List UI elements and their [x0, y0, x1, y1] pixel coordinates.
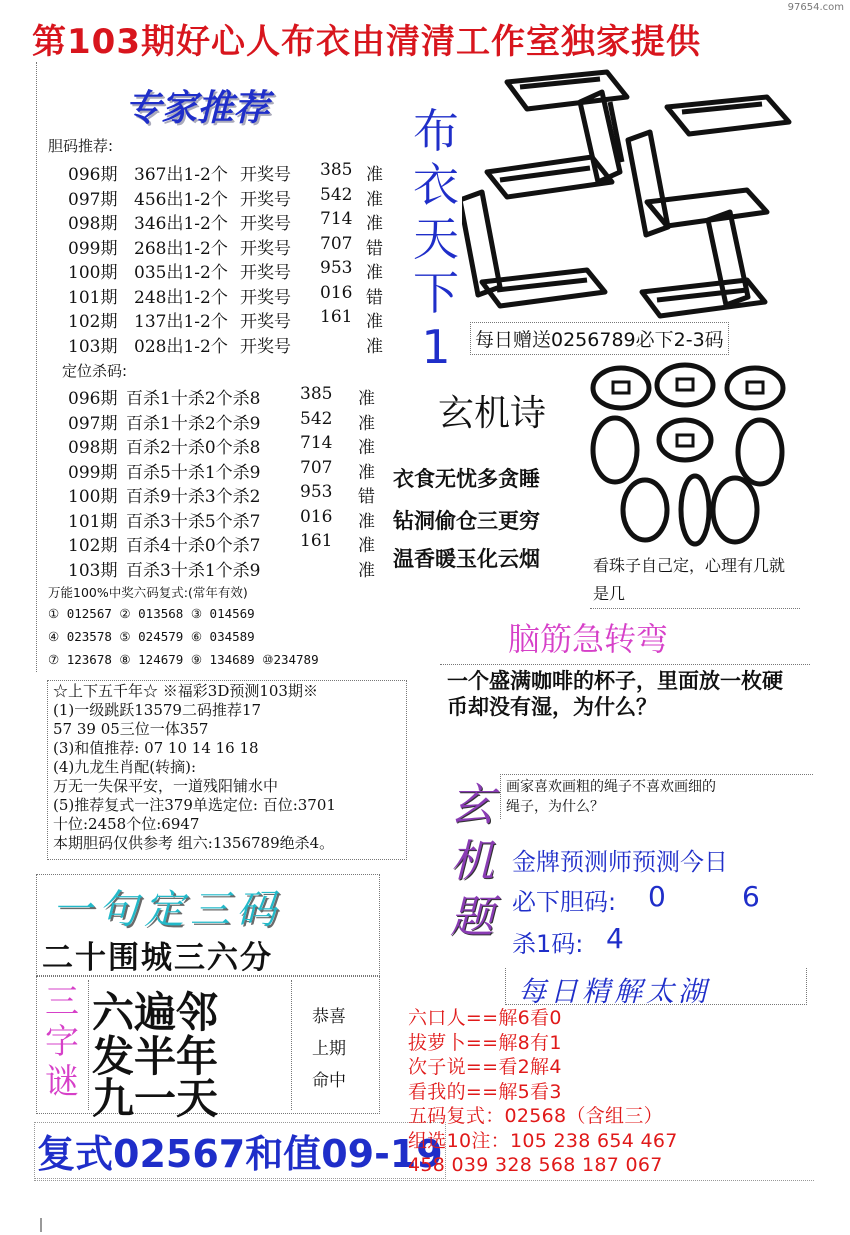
xuanji-ti-heading	[445, 778, 499, 946]
dan-draw-label: 开奖号	[240, 287, 291, 308]
beads-caption	[593, 552, 793, 608]
forecast-line: 十位:2458个位:6947	[53, 815, 200, 833]
xuanji-ti-char: 机	[450, 836, 494, 887]
kill-row	[68, 556, 398, 580]
kill-result: 错	[358, 487, 375, 507]
dan-result: 准	[366, 165, 383, 185]
kill-row	[68, 482, 398, 506]
site-watermark: 97654.com	[787, 2, 844, 13]
taihu-lines	[408, 1006, 678, 1178]
xuanji-ti-char: 题	[450, 892, 494, 943]
bottom-divider	[34, 1180, 814, 1181]
kill-pick: 百杀5十杀1个杀9	[126, 462, 261, 483]
riddle-question	[447, 668, 792, 720]
buyi-char: 布	[413, 104, 459, 158]
beads-graphic-box	[585, 360, 795, 550]
forecast-line: (5)推荐复式一注379单选定位: 百位:3701	[53, 796, 336, 814]
forecast-line: ☆上下五千年☆ ※福彩3D预测103期※	[53, 682, 318, 700]
big-number-box	[462, 62, 792, 322]
dan-draw-label: 开奖号	[240, 238, 291, 259]
sanzi-line: 九一天	[92, 1074, 219, 1123]
kill-table	[68, 384, 398, 580]
kill-result: 准	[358, 462, 375, 483]
dan-result: 准	[366, 263, 383, 283]
big-number-graphic	[462, 62, 792, 322]
kill-draw-number: 016	[300, 506, 333, 527]
dan-period: 101期	[68, 287, 118, 308]
dan-period: 098期	[68, 214, 118, 234]
taihu-line: 看我的==解5看3	[408, 1080, 562, 1103]
kill-pick: 百杀1十杀2个杀8	[126, 389, 261, 409]
buyi-char: 1	[421, 320, 451, 374]
kill-period: 098期	[68, 438, 118, 458]
wanneng-row: ④ 023578 ⑤ 024579 ⑥ 034589	[48, 629, 255, 644]
dan-pick: 137出1-2个	[134, 312, 228, 332]
kill-draw-number: 707	[300, 457, 333, 478]
buyi-char: 下	[413, 266, 459, 320]
dan-draw-number: 385	[320, 160, 353, 180]
kill-pick: 百杀3十杀1个杀9	[126, 560, 261, 581]
taihu-line: 五码复式：02568（含组三）	[408, 1105, 663, 1127]
dan-result: 准	[366, 214, 383, 234]
dan-draw-number: 016	[320, 282, 353, 303]
poem-line: 钻洞偷仓三更穷	[393, 509, 540, 533]
sanzi-label-char: 三	[45, 982, 79, 1022]
xuanji-question-line: 画家喜欢画粗的绳子不喜欢画细的	[506, 779, 716, 795]
kill-result: 准	[358, 438, 375, 458]
kill-row	[68, 507, 398, 531]
dan-result: 错	[366, 238, 383, 259]
riddle-divider	[440, 664, 810, 665]
dan-draw-number: 714	[320, 209, 353, 229]
buyi-vertical-title	[408, 104, 464, 374]
must-dan-value: 6	[742, 880, 760, 913]
congrats-line: 上期	[312, 1039, 346, 1059]
dan-period: 103期	[68, 336, 118, 357]
kill-result: 准	[358, 560, 375, 581]
dan-result: 准	[366, 336, 383, 357]
kill-period: 099期	[68, 462, 118, 483]
dan-draw-label: 开奖号	[240, 214, 291, 234]
riddle-heading: 脑筋急转弯	[508, 620, 669, 658]
kill-row	[68, 384, 398, 408]
dan-row	[68, 209, 398, 233]
kill-result: 准	[358, 413, 375, 434]
forecast-lines	[53, 682, 336, 853]
kill-pick: 百杀4十杀0个杀7	[126, 536, 261, 556]
taihu-line: 拔萝卜==解8有1	[408, 1031, 562, 1054]
must-dan-label: 必下胆码:	[512, 888, 617, 916]
forecast-line: 本期胆码仅供参考 组六:1356789绝杀4。	[53, 834, 335, 852]
sanzi-label-char: 字	[45, 1022, 79, 1062]
taihu-line: 组选10注：105 238 654 467	[408, 1129, 678, 1152]
dan-pick: 456出1-2个	[134, 189, 228, 210]
fushi-line: 复式02567和值09-19	[34, 1122, 446, 1179]
dan-label: 胆码推荐:	[48, 137, 114, 155]
dan-draw-label: 开奖号	[240, 312, 291, 332]
dan-draw-number: 161	[320, 307, 353, 327]
dan-pick: 035出1-2个	[134, 263, 228, 283]
dan-pick: 367出1-2个	[134, 165, 228, 185]
kill-pick: 百杀2十杀0个杀8	[126, 438, 261, 458]
beads-divider	[590, 608, 800, 609]
dan-period: 099期	[68, 238, 118, 259]
kill-period: 103期	[68, 560, 118, 581]
kill-draw-number: 385	[300, 384, 333, 404]
kill-period: 102期	[68, 536, 118, 556]
dan-draw-number: 707	[320, 233, 353, 254]
wanneng-row: ⑦ 123678 ⑧ 124679 ⑨ 134689 ⑩234789	[48, 652, 319, 667]
dan-draw-number: 953	[320, 258, 353, 278]
dan-result: 准	[366, 189, 383, 210]
kill-period: 097期	[68, 413, 118, 434]
kill-pick: 百杀3十杀5个杀7	[126, 511, 261, 532]
taihu-heading: 每日精解太湖	[518, 975, 711, 1008]
sanzi-line: 六遍邻	[92, 988, 219, 1037]
kill-result: 准	[358, 389, 375, 409]
dan-draw-number: 542	[320, 184, 353, 205]
gold-predictor-title: 金牌预测师预测今日	[512, 848, 728, 876]
dan-row	[68, 234, 398, 258]
sanzi-label-char: 谜	[45, 1062, 79, 1102]
kill-pick: 百杀1十杀2个杀9	[126, 413, 261, 434]
dan-period: 102期	[68, 312, 118, 332]
beads-graphic	[585, 360, 795, 550]
kill-draw-number: 542	[300, 408, 333, 429]
dan-pick: 248出1-2个	[134, 287, 228, 308]
xuanji-question-line: 绳子，为什么？	[506, 799, 604, 815]
beads-caption-text: 看珠子自己定，心理有几就是几	[593, 556, 786, 603]
buyi-char: 天	[413, 212, 459, 266]
dan-result: 准	[366, 312, 383, 332]
dan-result: 错	[366, 287, 383, 308]
sanzi-line: 发半年	[92, 1032, 219, 1081]
kill-row	[68, 433, 398, 457]
dan-period: 097期	[68, 189, 118, 210]
dan-draw-label: 开奖号	[240, 189, 291, 210]
dan-row	[68, 185, 398, 209]
riddle-question-text: 一个盛满咖啡的杯子，里面放一枚硬币却没有湿，为什么？	[447, 669, 783, 719]
poem-line: 衣食无忧多贪睡	[393, 467, 540, 491]
buyi-char: 衣	[413, 158, 459, 212]
dan-draw-label: 开奖号	[240, 336, 291, 357]
dan-row	[68, 160, 398, 184]
taihu-line: 六口人==解6看0	[408, 1007, 562, 1029]
congrats-line: 命中	[312, 1071, 346, 1091]
yiju-heading: 一句定三码	[52, 887, 282, 933]
kill-row	[68, 531, 398, 555]
forecast-line: (1)一级跳跃13579二码推荐17	[53, 701, 262, 719]
expert-heading: 专家推荐	[125, 87, 270, 129]
dan-row	[68, 258, 398, 282]
kill-row	[68, 409, 398, 433]
sanzi-label	[42, 982, 82, 1102]
wanneng-title: 万能100%中奖六码复式:(常年有效)	[48, 585, 248, 600]
kill-period: 100期	[68, 487, 118, 507]
dan-period: 100期	[68, 263, 118, 283]
poem-line: 温香暖玉化云烟	[393, 547, 540, 571]
yiju-phrase: 二十围城三六分	[42, 940, 273, 976]
kill-draw-number: 161	[300, 531, 333, 551]
forecast-line: 57 39 05三位一体357	[53, 720, 209, 738]
kill-row	[68, 458, 398, 482]
forecast-line: (3)和值推荐: 07 10 14 16 18	[53, 739, 259, 757]
taihu-line: 458 039 328 568 187 067	[408, 1154, 663, 1176]
xuanji-ti-char: 玄	[450, 780, 494, 831]
dan-row	[68, 332, 398, 356]
kill-one-value: 4	[606, 922, 624, 955]
dan-pick: 268出1-2个	[134, 238, 228, 259]
kill-draw-number: 714	[300, 433, 333, 453]
must-dan-value: 0	[648, 880, 666, 913]
dan-row	[68, 307, 398, 331]
dan-pick: 346出1-2个	[134, 214, 228, 234]
wanneng-row: ① 012567 ② 013568 ③ 014569	[48, 606, 255, 621]
kill-one-label: 杀1码:	[512, 930, 584, 958]
kill-period: 101期	[68, 511, 118, 532]
congrats-line: 恭喜	[312, 1007, 346, 1027]
dan-draw-label: 开奖号	[240, 263, 291, 283]
poem-heading: 玄机诗	[438, 393, 547, 434]
kill-result: 准	[358, 511, 375, 532]
page-title: 第103期好心人布衣由清清工作室独家提供	[32, 22, 701, 62]
dan-table	[68, 160, 398, 356]
kill-pick: 百杀9十杀3个杀2	[126, 487, 261, 507]
bottom-mark	[40, 1218, 42, 1232]
dan-pick: 028出1-2个	[134, 336, 228, 357]
kill-label: 定位杀码:	[62, 362, 128, 380]
forecast-line: (4)九龙生肖配(转摘):	[53, 758, 197, 776]
kill-result: 准	[358, 536, 375, 556]
taihu-line: 次子说==看2解4	[408, 1056, 562, 1078]
dan-draw-label: 开奖号	[240, 165, 291, 185]
daily-gift-caption: 每日赠送0256789必下2-3码	[470, 322, 729, 355]
kill-period: 096期	[68, 389, 118, 409]
dan-period: 096期	[68, 165, 118, 185]
forecast-line: 万无一失保平安，一道残阳铺水中	[53, 777, 279, 795]
kill-draw-number: 953	[300, 482, 333, 502]
dan-row	[68, 283, 398, 307]
